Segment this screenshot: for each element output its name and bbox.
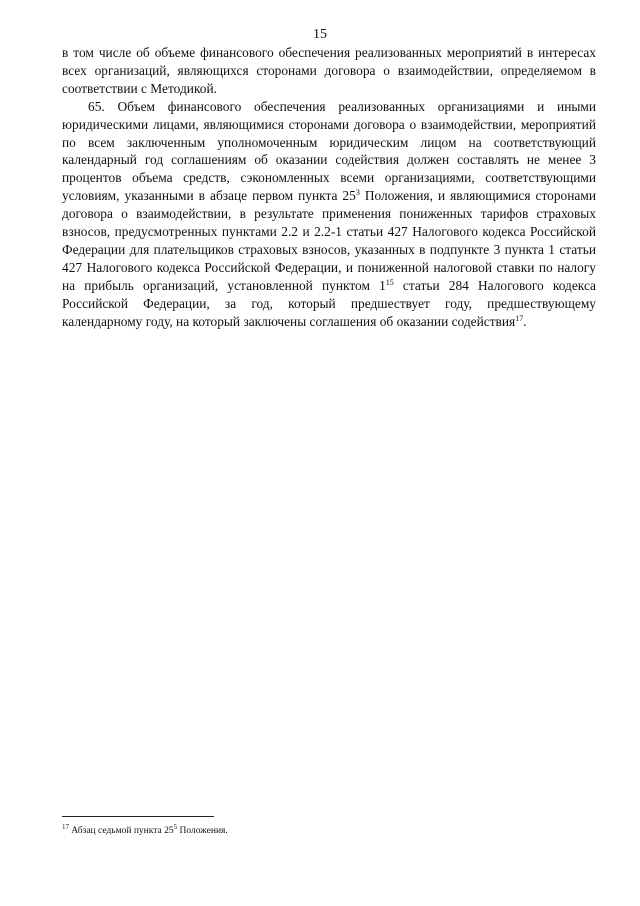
document-body xyxy=(62,44,596,331)
paragraph-65-text-part1: 65. Объем финансового обеспечения реализованных организациями и иными юридическими лицами, являющимися сторонами договора о взаимодействии, мероприятий по всем заключенным уполномоченным юридическим лицом на соответствующий календарный год соглашениям об оказании содействия должен составлять не менее 3 процентов объема средств, сэкономленных всеми организациями, соответствующими условиям, указанными в абзаце первом пункта 25 xyxy=(62,98,596,204)
superscript-15: 15 xyxy=(385,277,394,287)
footnote-superscript-5: 5 xyxy=(173,823,178,831)
page-number: 15 xyxy=(313,27,327,42)
continuation-paragraph: в том числе об объеме финансового обеспечения реализованных мероприятий в интересах всех организаций, являющихся сторонами договора о взаимодействии, определяемом в соответствии с Методикой. xyxy=(62,45,596,96)
paragraph-65 xyxy=(62,98,596,331)
paragraph-65-text-part2: Положения, и являющимися сторонами договора о взаимодействии, в результате применения пониженных тарифов страховых взносов, предусмотренных пунктами 2.2 и 2.2-1 статьи 427 Налогового кодекса Российской Федерации для плательщиков страховых взносов, указанных в подпункте 3 пункта 1 статьи 427 Налогового кодекса Российской Федерации, и пониженной налоговой ставки по налогу на прибыль организаций, установленной пунктом 1 xyxy=(62,188,596,293)
footnote-separator xyxy=(62,816,214,817)
footnote-17 xyxy=(62,825,596,837)
footnote-marker: 17 xyxy=(62,823,69,831)
footnote-text-after: Положения. xyxy=(177,826,228,836)
paragraph-65-text-part3: статьи 284 Налогового кодекса Российской Федерации, за год, который предшествует году, предшествующему календарному году, на который заключены соглашения об оказании содействия xyxy=(62,277,596,329)
footnote-reference-17: 17 xyxy=(515,313,524,323)
footnote-text-before: Абзац седьмой пункта 25 xyxy=(69,826,174,836)
superscript-3: 3 xyxy=(355,188,360,198)
paragraph-65-text-end: . xyxy=(523,313,527,329)
